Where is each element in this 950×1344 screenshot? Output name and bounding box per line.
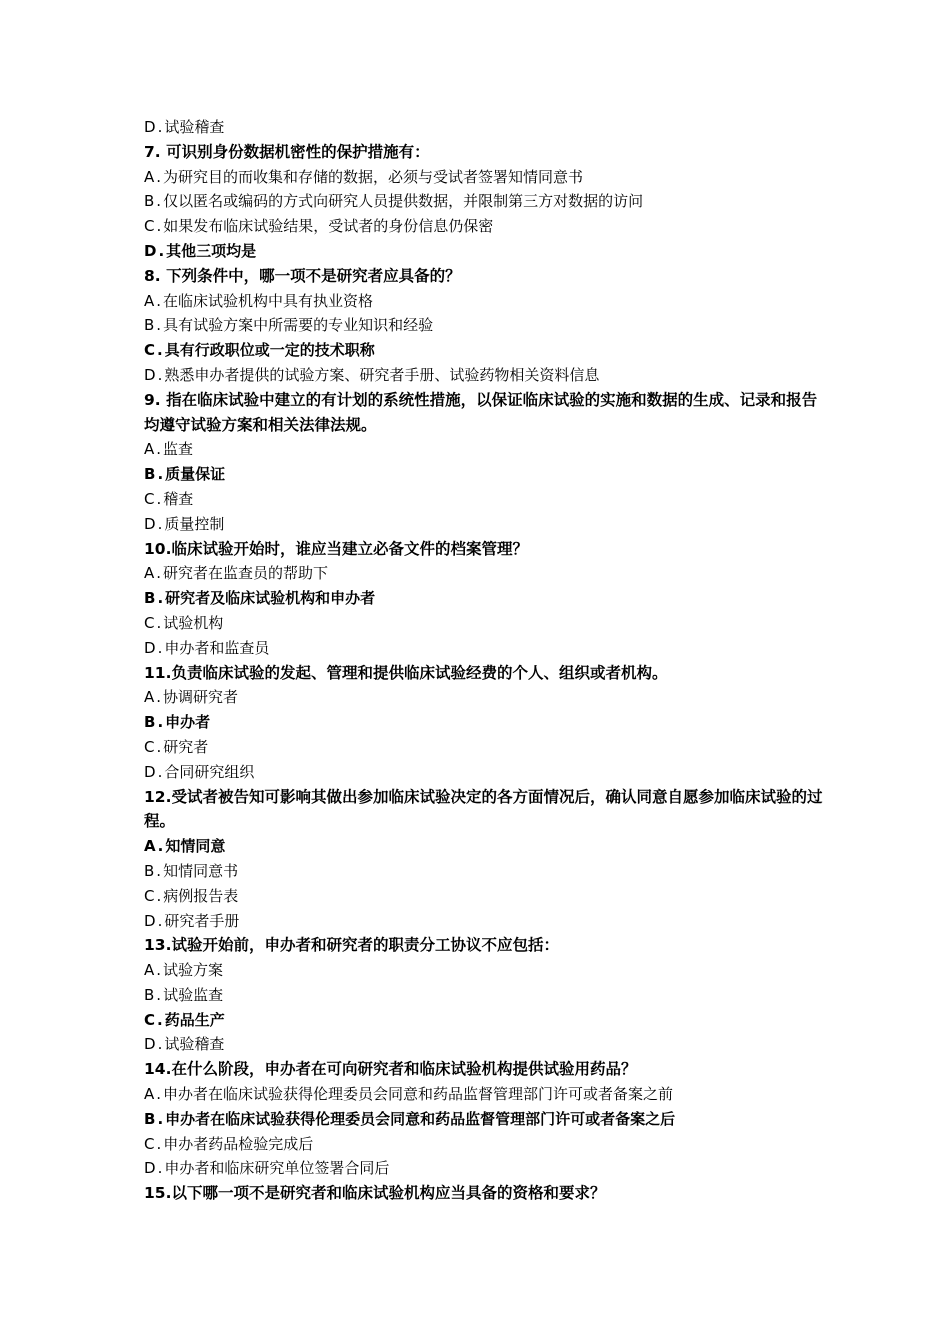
option-separator: . (156, 489, 162, 508)
option-letter: A (144, 440, 155, 459)
option-letter: A (144, 688, 155, 707)
option (144, 958, 824, 983)
option-text: 病例报告表 (163, 886, 239, 905)
option-separator: . (156, 961, 162, 980)
option-text: 试验稽查 (164, 1035, 225, 1054)
option-correct (144, 834, 824, 859)
option-letter: D (144, 118, 156, 136)
option (144, 1082, 824, 1107)
option-letter: C (144, 886, 155, 905)
option-letter: B (144, 589, 156, 608)
question-text: 12.受试者被告知可影响其做出参加临床试验决定的各方面情况后，确认同意自愿参加临床试验的过程。 (144, 787, 823, 831)
option (144, 561, 824, 586)
option (144, 735, 824, 760)
option-separator: . (157, 589, 164, 608)
option (144, 611, 824, 636)
option (144, 636, 824, 661)
question-text: 9. 指在临床试验中建立的有计划的系统性措施，以保证临床试验的实施和数据的生成、记录和报告均遵守试验方案和相关法律法规。 (144, 390, 818, 434)
option-separator: . (157, 837, 164, 856)
option-correct (144, 710, 824, 735)
option-separator: . (157, 1035, 163, 1054)
option-separator: . (156, 1085, 162, 1104)
option-letter: D (144, 514, 156, 533)
option-separator: . (156, 861, 162, 880)
option-separator: . (156, 217, 162, 236)
option-letter: D (144, 365, 156, 384)
option-separator: . (157, 1159, 163, 1178)
option (144, 1156, 824, 1181)
option (144, 512, 824, 537)
option-separator: . (156, 167, 162, 186)
option-separator: . (156, 316, 162, 335)
option-text: 申办者药品检验完成后 (163, 1134, 314, 1153)
option-letter: B (144, 861, 155, 880)
option-text: 申办者在临床试验获得伦理委员会同意和药品监督管理部门许可或者备案之前 (163, 1085, 674, 1104)
option (144, 363, 824, 388)
option-letter: D (144, 762, 156, 781)
option-correct (144, 239, 824, 264)
option-separator: . (158, 241, 165, 260)
option-letter: D (144, 1035, 156, 1054)
option-separator: . (156, 192, 162, 211)
document-page (144, 115, 824, 1206)
option-separator: . (156, 985, 162, 1004)
option (144, 289, 824, 314)
option-text: 合同研究组织 (164, 762, 255, 781)
option-separator: . (156, 886, 162, 905)
option-text: 如果发布临床试验结果，受试者的身份信息仍保密 (163, 217, 494, 236)
question-text: 15.以下哪一项不是研究者和临床试验机构应当具备的资格和要求？ (144, 1184, 606, 1203)
option-separator: . (156, 440, 162, 459)
option-correct (144, 338, 824, 363)
option-letter: D (144, 911, 156, 930)
option-text: 申办者 (165, 713, 211, 732)
option-correct (144, 1107, 824, 1132)
option (144, 313, 824, 338)
option-text: 熟悉申办者提供的试验方案、研究者手册、试验药物相关资料信息 (164, 365, 600, 384)
option-separator: . (157, 341, 163, 360)
option-text: 稽查 (163, 489, 194, 508)
option-letter: D (144, 1159, 156, 1178)
option (144, 214, 824, 239)
option-text: 申办者和监查员 (164, 638, 270, 657)
option-text: 知情同意书 (163, 861, 239, 880)
option-text: 研究者在监查员的帮助下 (163, 564, 329, 583)
question-text: 14.在什么阶段，申办者在可向研究者和临床试验机构提供试验用药品？ (144, 1060, 637, 1079)
option-text: 药品生产 (164, 1010, 225, 1029)
option-letter: C (144, 613, 155, 632)
option (144, 115, 824, 140)
question-text: 11.负责临床试验的发起、管理和提供临床试验经费的个人、组织或者机构。 (144, 663, 668, 682)
option-separator: . (157, 713, 164, 732)
option-text: 仅以匿名或编码的方式向研究人员提供数据，并限制第三方对数据的访问 (163, 192, 644, 211)
option (144, 165, 824, 190)
option-letter: C (144, 341, 156, 360)
option-text: 试验机构 (163, 613, 224, 632)
option-letter: D (144, 638, 156, 657)
option-separator: . (157, 762, 163, 781)
question-text: 13.试验开始前，申办者和研究者的职责分工协议不应包括： (144, 936, 559, 955)
option (144, 909, 824, 934)
option (144, 983, 824, 1008)
option (144, 685, 824, 710)
option-letter: A (144, 291, 155, 310)
option-letter: B (144, 1109, 156, 1128)
option-separator: . (157, 911, 163, 930)
option-separator: . (156, 291, 162, 310)
option-text: 质量控制 (164, 514, 225, 533)
option-separator: . (157, 118, 163, 136)
option-letter: C (144, 217, 155, 236)
option-correct (144, 462, 824, 487)
option-text: 申办者在临床试验获得伦理委员会同意和药品监督管理部门许可或者备案之后 (165, 1109, 676, 1128)
option-correct (144, 586, 824, 611)
option-letter: A (144, 167, 155, 186)
option-letter: B (144, 465, 156, 484)
option-separator: . (157, 514, 163, 533)
option-letter: B (144, 713, 156, 732)
question-text: 8. 下列条件中，哪一项不是研究者应具备的？ (144, 266, 461, 285)
option-separator: . (156, 613, 162, 632)
option-separator: . (156, 688, 162, 707)
option-text: 在临床试验机构中具有执业资格 (163, 291, 374, 310)
question-text: 7. 可识别身份数据机密性的保护措施有： (144, 142, 430, 161)
option-letter: A (144, 564, 155, 583)
option (144, 487, 824, 512)
option (144, 1032, 824, 1057)
option (144, 437, 824, 462)
option-separator: . (156, 737, 162, 756)
option-text: 协调研究者 (163, 688, 239, 707)
option-separator: . (157, 1010, 163, 1029)
option-letter: A (144, 837, 156, 856)
option-letter: C (144, 1134, 155, 1153)
option-text: 其他三项均是 (166, 241, 257, 260)
option-text: 知情同意 (165, 837, 226, 856)
option (144, 884, 824, 909)
option-letter: B (144, 316, 155, 335)
option-letter: B (144, 985, 155, 1004)
option-letter: C (144, 737, 155, 756)
option (144, 859, 824, 884)
option (144, 189, 824, 214)
option-separator: . (157, 1109, 164, 1128)
option-letter: C (144, 1010, 156, 1029)
option-text: 质量保证 (165, 465, 226, 484)
option-text: 试验稽查 (164, 118, 225, 136)
option (144, 760, 824, 785)
option-text: 申办者和临床研究单位签署合同后 (164, 1159, 390, 1178)
option-text: 研究者 (163, 737, 209, 756)
option-letter: C (144, 489, 155, 508)
option-separator: . (157, 638, 163, 657)
option-text: 监查 (163, 440, 194, 459)
option-separator: . (157, 465, 164, 484)
option-letter: D (144, 241, 157, 260)
option-letter: A (144, 961, 155, 980)
option-letter: B (144, 192, 155, 211)
question-text: 10.临床试验开始时，谁应当建立必备文件的档案管理？ (144, 539, 528, 558)
option-correct (144, 1008, 824, 1033)
option-separator: . (157, 365, 163, 384)
option-text: 具有试验方案中所需要的专业知识和经验 (163, 316, 434, 335)
option-text: 试验监查 (163, 985, 224, 1004)
option-text: 研究者手册 (164, 911, 240, 930)
option-text: 具有行政职位或一定的技术职称 (164, 341, 375, 360)
option-text: 为研究目的而收集和存储的数据，必须与受试者签署知情同意书 (163, 167, 584, 186)
option-text: 研究者及临床试验机构和申办者 (165, 589, 376, 608)
option-letter: A (144, 1085, 155, 1104)
option (144, 1132, 824, 1157)
option-text: 试验方案 (163, 961, 224, 980)
option-separator: . (156, 1134, 162, 1153)
option-separator: . (156, 564, 162, 583)
